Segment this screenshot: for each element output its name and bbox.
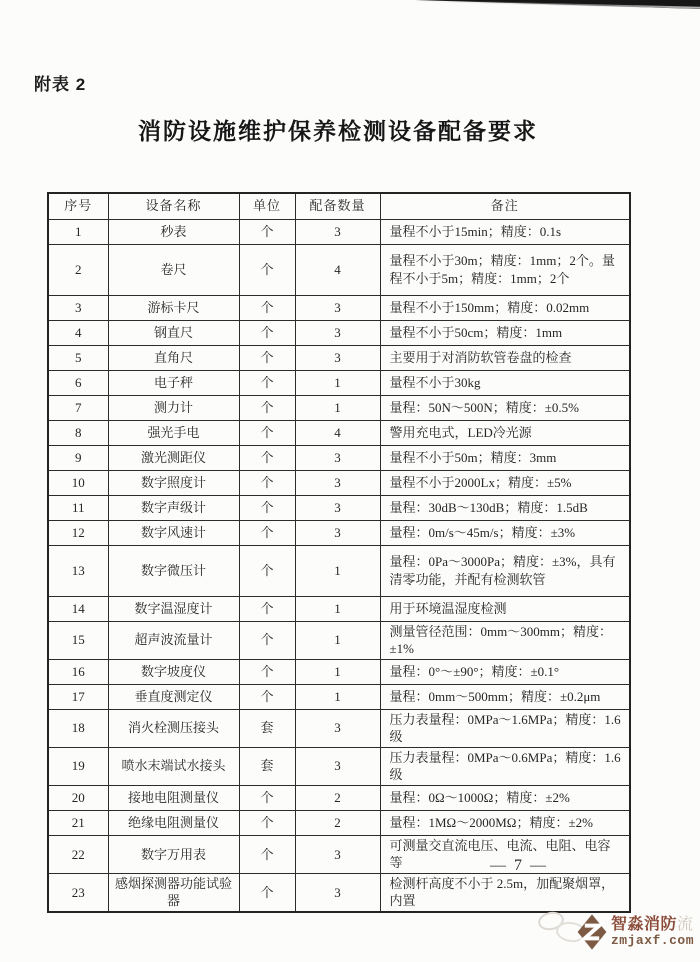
cell-quantity: 1 bbox=[295, 659, 380, 684]
cell-quantity: 1 bbox=[295, 370, 380, 395]
watermark-domain-text: zmjaxf.com bbox=[611, 932, 695, 948]
cell-unit: 个 bbox=[239, 621, 295, 659]
table-row bbox=[48, 370, 630, 395]
cell-equipment-name: 数字声级计 bbox=[108, 495, 239, 520]
cell-unit: 个 bbox=[239, 219, 295, 244]
cell-equipment-name: 数字风速计 bbox=[108, 520, 239, 545]
equipment-requirements-table bbox=[47, 192, 631, 913]
cell-unit: 个 bbox=[239, 420, 295, 445]
page-number: — 7 — bbox=[490, 857, 548, 874]
cell-equipment-name: 钢直尺 bbox=[108, 320, 239, 345]
cell-unit: 套 bbox=[239, 709, 295, 747]
table-row bbox=[48, 470, 630, 495]
table-row bbox=[48, 596, 630, 621]
cell-no: 16 bbox=[48, 659, 108, 684]
cell-quantity: 3 bbox=[295, 219, 380, 244]
cell-equipment-name: 接地电阻测量仪 bbox=[108, 785, 239, 810]
table-row bbox=[48, 545, 630, 596]
cell-unit: 个 bbox=[239, 244, 295, 295]
cell-quantity: 1 bbox=[295, 621, 380, 659]
cell-quantity: 3 bbox=[295, 320, 380, 345]
table-row bbox=[48, 244, 630, 295]
cell-no: 11 bbox=[48, 495, 108, 520]
cell-no: 6 bbox=[48, 370, 108, 395]
cell-equipment-name: 数字微压计 bbox=[108, 545, 239, 596]
cell-unit: 个 bbox=[239, 810, 295, 835]
cell-unit: 个 bbox=[239, 520, 295, 545]
cell-remark: 量程：0°～±90°；精度：±0.1° bbox=[380, 659, 630, 684]
cell-unit: 个 bbox=[239, 295, 295, 320]
cell-equipment-name: 测力计 bbox=[108, 395, 239, 420]
cell-quantity: 3 bbox=[295, 495, 380, 520]
cell-quantity: 2 bbox=[295, 810, 380, 835]
cell-no: 10 bbox=[48, 470, 108, 495]
cell-unit: 个 bbox=[239, 345, 295, 370]
table-row bbox=[48, 295, 630, 320]
equipment-table-body bbox=[48, 219, 630, 912]
cell-unit: 套 bbox=[239, 747, 295, 785]
cell-remark: 量程：0m/s～45m/s；精度：±3% bbox=[380, 520, 630, 545]
cell-equipment-name: 数字坡度仪 bbox=[108, 659, 239, 684]
cell-equipment-name: 直角尺 bbox=[108, 345, 239, 370]
cell-no: 22 bbox=[48, 835, 108, 873]
cell-quantity: 1 bbox=[295, 684, 380, 709]
cell-quantity: 4 bbox=[295, 244, 380, 295]
cell-unit: 个 bbox=[239, 395, 295, 420]
table-row bbox=[48, 445, 630, 470]
table-row bbox=[48, 320, 630, 345]
cell-equipment-name: 秒表 bbox=[108, 219, 239, 244]
cell-quantity: 3 bbox=[295, 747, 380, 785]
cell-quantity: 2 bbox=[295, 785, 380, 810]
cell-equipment-name: 喷水末端试水接头 bbox=[108, 747, 239, 785]
cell-no: 18 bbox=[48, 709, 108, 747]
table-row bbox=[48, 810, 630, 835]
cell-unit: 个 bbox=[239, 370, 295, 395]
cell-no: 5 bbox=[48, 345, 108, 370]
cell-quantity: 3 bbox=[295, 470, 380, 495]
cell-no: 13 bbox=[48, 545, 108, 596]
vendor-watermark bbox=[538, 902, 698, 958]
table-row bbox=[48, 520, 630, 545]
cell-remark: 量程不小于50m；精度：3mm bbox=[380, 445, 630, 470]
cell-quantity: 3 bbox=[295, 873, 380, 912]
col-header-no: 序号 bbox=[48, 193, 108, 219]
cell-equipment-name: 感烟探测器功能试验器 bbox=[108, 873, 239, 912]
cell-unit: 个 bbox=[239, 785, 295, 810]
col-header-unit: 单位 bbox=[239, 193, 295, 219]
cell-equipment-name: 绝缘电阻测量仪 bbox=[108, 810, 239, 835]
table-row bbox=[48, 621, 630, 659]
cell-equipment-name: 数字温湿度计 bbox=[108, 596, 239, 621]
cell-quantity: 3 bbox=[295, 709, 380, 747]
cell-remark: 用于环境温湿度检测 bbox=[380, 596, 630, 621]
table-row bbox=[48, 395, 630, 420]
table-row bbox=[48, 684, 630, 709]
cell-no: 4 bbox=[48, 320, 108, 345]
cell-remark: 主要用于对消防软管卷盘的检查 bbox=[380, 345, 630, 370]
col-header-remark: 备注 bbox=[380, 193, 630, 219]
table-row bbox=[48, 709, 630, 747]
cell-no: 20 bbox=[48, 785, 108, 810]
cell-no: 12 bbox=[48, 520, 108, 545]
cell-equipment-name: 电子秤 bbox=[108, 370, 239, 395]
cell-quantity: 3 bbox=[295, 520, 380, 545]
cell-quantity: 1 bbox=[295, 395, 380, 420]
cell-unit: 个 bbox=[239, 596, 295, 621]
col-header-name: 设备名称 bbox=[108, 193, 239, 219]
cell-equipment-name: 游标卡尺 bbox=[108, 295, 239, 320]
cell-quantity: 3 bbox=[295, 445, 380, 470]
cell-remark: 量程：0Pa～3000Pa；精度：±3%，具有清零功能，并配有检测软管 bbox=[380, 545, 630, 596]
cell-no: 7 bbox=[48, 395, 108, 420]
cell-equipment-name: 数字万用表 bbox=[108, 835, 239, 873]
cell-equipment-name: 激光测距仪 bbox=[108, 445, 239, 470]
cell-equipment-name: 超声波流量计 bbox=[108, 621, 239, 659]
table-row bbox=[48, 659, 630, 684]
cell-remark: 量程：0Ω～1000Ω；精度：±2% bbox=[380, 785, 630, 810]
cell-remark: 检测杆高度不小于 2.5m，加配聚烟罩，内置 bbox=[380, 873, 630, 912]
cell-remark: 压力表量程：0MPa～0.6MPa；精度：1.6 级 bbox=[380, 747, 630, 785]
cell-no: 21 bbox=[48, 810, 108, 835]
cell-no: 3 bbox=[48, 295, 108, 320]
cell-no: 9 bbox=[48, 445, 108, 470]
cell-quantity: 1 bbox=[295, 596, 380, 621]
cell-remark: 警用充电式，LED冷光源 bbox=[380, 420, 630, 445]
cell-unit: 个 bbox=[239, 873, 295, 912]
cell-equipment-name: 数字照度计 bbox=[108, 470, 239, 495]
col-header-qty: 配备数量 bbox=[295, 193, 380, 219]
cell-quantity: 3 bbox=[295, 835, 380, 873]
cell-remark: 压力表量程：0MPa～1.6MPa；精度：1.6 级 bbox=[380, 709, 630, 747]
cell-equipment-name: 垂直度测定仪 bbox=[108, 684, 239, 709]
cell-remark: 量程：0mm～500mm；精度：±0.2μm bbox=[380, 684, 630, 709]
cell-no: 23 bbox=[48, 873, 108, 912]
cell-equipment-name: 强光手电 bbox=[108, 420, 239, 445]
cell-unit: 个 bbox=[239, 545, 295, 596]
cell-remark: 可测量交直流电压、电流、电阻、电容等 bbox=[380, 835, 630, 873]
cell-unit: 个 bbox=[239, 684, 295, 709]
watermark-ghost-char: 流 bbox=[677, 916, 694, 934]
cell-remark: 量程不小于30kg bbox=[380, 370, 630, 395]
table-row bbox=[48, 785, 630, 810]
cell-remark: 量程不小于2000Lx；精度：±5% bbox=[380, 470, 630, 495]
cell-remark: 量程：50N～500N；精度：±0.5% bbox=[380, 395, 630, 420]
page-title: 消防设施维护保养检测设备配备要求 bbox=[138, 118, 538, 144]
cell-no: 2 bbox=[48, 244, 108, 295]
table-row bbox=[48, 747, 630, 785]
cell-equipment-name: 消火栓测压接头 bbox=[108, 709, 239, 747]
cell-unit: 个 bbox=[239, 470, 295, 495]
table-header-row bbox=[48, 193, 630, 219]
cell-unit: 个 bbox=[239, 659, 295, 684]
cell-no: 14 bbox=[48, 596, 108, 621]
zm-diamond-logo-icon bbox=[576, 912, 608, 952]
table-row bbox=[48, 345, 630, 370]
cell-no: 8 bbox=[48, 420, 108, 445]
table-row bbox=[48, 219, 630, 244]
cell-remark: 量程不小于150mm；精度：0.02mm bbox=[380, 295, 630, 320]
cell-unit: 个 bbox=[239, 495, 295, 520]
cell-no: 17 bbox=[48, 684, 108, 709]
cell-quantity: 3 bbox=[295, 295, 380, 320]
appendix-label: 附表 2 bbox=[34, 75, 87, 94]
cell-remark: 量程不小于15min；精度：0.1s bbox=[380, 219, 630, 244]
cell-no: 15 bbox=[48, 621, 108, 659]
cell-equipment-name: 卷尺 bbox=[108, 244, 239, 295]
table-row bbox=[48, 495, 630, 520]
cell-unit: 个 bbox=[239, 835, 295, 873]
cell-remark: 量程：1MΩ～2000MΩ；精度：±2% bbox=[380, 810, 630, 835]
cell-no: 19 bbox=[48, 747, 108, 785]
cell-quantity: 4 bbox=[295, 420, 380, 445]
cell-remark: 量程不小于30m；精度：1mm；2个。量程不小于5m；精度：1mm；2个 bbox=[380, 244, 630, 295]
table-row bbox=[48, 420, 630, 445]
cell-no: 1 bbox=[48, 219, 108, 244]
cell-remark: 量程：30dB～130dB；精度：1.5dB bbox=[380, 495, 630, 520]
cell-quantity: 1 bbox=[295, 545, 380, 596]
cell-unit: 个 bbox=[239, 320, 295, 345]
cell-quantity: 3 bbox=[295, 345, 380, 370]
cell-remark: 量程不小于50cm；精度：1mm bbox=[380, 320, 630, 345]
watermark-brand-text: 智淼消防 bbox=[611, 916, 678, 934]
cell-remark: 测量管径范围：0mm～300mm；精度：±1% bbox=[380, 621, 630, 659]
cell-unit: 个 bbox=[239, 445, 295, 470]
